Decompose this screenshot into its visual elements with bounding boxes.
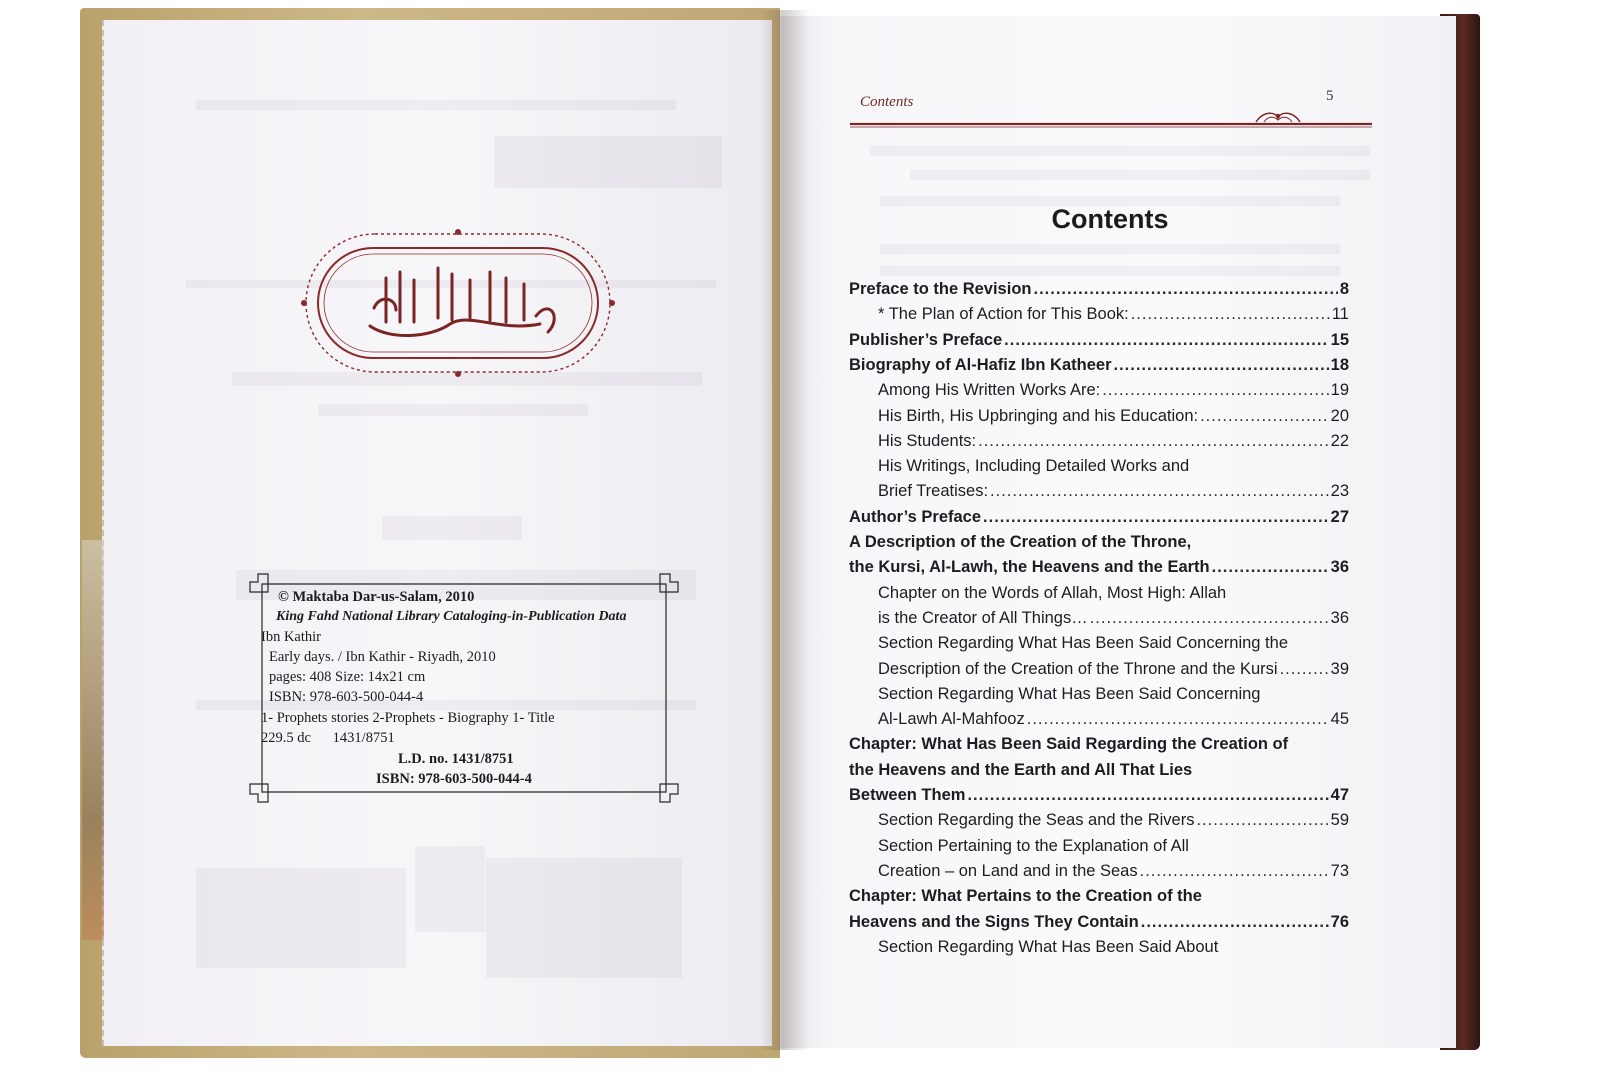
toc-entry-title: His Students: — [878, 431, 977, 450]
imprint-isbn-bold: ISBN: 978-603-500-044-4 — [376, 771, 532, 787]
toc-leader-dots — [1033, 280, 1337, 299]
toc-entry — [849, 786, 1349, 810]
toc-entry — [849, 735, 1349, 759]
toc-leader-dots — [1004, 331, 1328, 350]
toc-page-number: 36 — [1330, 608, 1349, 627]
toc-entry — [849, 887, 1349, 911]
toc-page-number: 76 — [1330, 912, 1349, 931]
toc-entry-title: Description of the Creation of the Throne and the Kursi — [878, 659, 1278, 678]
imprint-copyright: © Maktaba Dar-us-Salam, 2010 — [278, 589, 475, 605]
toc-entry — [849, 609, 1349, 633]
bleed-through-line — [880, 244, 1340, 254]
toc-entry-title: Chapter: What Pertains to the Creation of the — [849, 887, 1202, 906]
bleed-through-line — [196, 100, 676, 110]
toc-entry — [849, 407, 1349, 431]
toc-page-number: 8 — [1339, 280, 1349, 298]
toc-page-number: 11 — [1331, 305, 1349, 324]
toc-page-number: 36 — [1330, 558, 1349, 577]
imprint-box — [248, 572, 680, 804]
toc-entry-title: Section Regarding the Seas and the Rivers — [878, 811, 1195, 830]
toc-leader-dots — [1196, 811, 1328, 830]
toc-page-number: 39 — [1330, 659, 1349, 678]
toc-page-number: 18 — [1330, 355, 1349, 374]
toc-entry — [849, 837, 1349, 861]
bleed-through-block — [196, 868, 406, 968]
bleed-through-line — [382, 516, 522, 540]
toc-entry — [849, 331, 1349, 355]
imprint-ld-number: L.D. no. 1431/8751 — [398, 751, 514, 767]
toc-entry — [849, 432, 1349, 456]
toc-entry — [849, 685, 1349, 709]
imprint-frame — [248, 572, 680, 804]
toc-leader-dots — [1102, 381, 1328, 400]
toc-entry-title: the Heavens and the Earth and All That Lies — [849, 760, 1193, 779]
toc-entry — [849, 862, 1349, 886]
toc-leader-dots — [1200, 407, 1329, 426]
toc-leader-dots — [1090, 609, 1329, 628]
toc-leader-dots — [1140, 862, 1329, 881]
toc-entry-title: Publisher’s Preface — [849, 330, 1003, 349]
toc-entry-title: Chapter on the Words of Allah, Most High: Allah — [878, 583, 1227, 602]
toc-entry — [849, 533, 1349, 557]
toc-entry — [849, 811, 1349, 835]
toc-leader-dots — [983, 508, 1329, 527]
toc-entry-title: Preface to the Revision — [849, 280, 1032, 298]
toc-entry — [849, 761, 1349, 785]
toc-page-number: 23 — [1330, 482, 1349, 501]
bleed-through-line — [318, 404, 588, 416]
toc-entry — [849, 938, 1349, 962]
page-number: 5 — [1326, 88, 1334, 104]
toc-leader-dots — [1212, 558, 1329, 577]
imprint-author: Ibn Kathir — [261, 629, 321, 645]
imprint-class-line: 229.5 dc 1431/8751 — [261, 730, 395, 746]
toc-leader-dots — [978, 432, 1329, 451]
toc-entry-title: Section Regarding What Has Been Said About — [878, 937, 1219, 956]
toc-entry-title: Brief Treatises: — [878, 482, 989, 501]
toc-entry-title: Section Regarding What Has Been Said Concerning — [878, 684, 1261, 703]
toc-entry — [849, 634, 1349, 658]
toc-entry-title: Creation – on Land and in the Seas — [878, 861, 1138, 880]
toc-entry — [849, 280, 1349, 304]
toc-entry-title: Author’s Preface — [849, 507, 982, 526]
imprint-catalog-title: King Fahd National Library Cataloging-in-Publication Data — [276, 609, 627, 624]
toc-entry-title: Section Pertaining to the Explanation of All — [878, 836, 1189, 855]
bleed-through-line — [880, 266, 1340, 276]
bleed-through-logo — [415, 846, 485, 932]
toc-leader-dots — [990, 482, 1329, 501]
toc-entry-title: Section Regarding What Has Been Said Concerning the — [878, 634, 1288, 653]
toc-leader-dots — [967, 786, 1328, 805]
toc-page-number: 22 — [1330, 431, 1349, 450]
toc-entry-title: His Writings, Including Detailed Works and — [878, 457, 1190, 476]
toc-entry — [849, 558, 1349, 582]
toc-entry — [849, 710, 1349, 734]
toc-entry — [849, 482, 1349, 506]
toc-entry — [849, 584, 1349, 608]
toc-entry-title: Among His Written Works Are: — [878, 381, 1101, 400]
toc-leader-dots — [1280, 660, 1329, 679]
toc-entry — [849, 305, 1349, 329]
toc-page-number: 45 — [1330, 710, 1349, 729]
toc-leader-dots — [1131, 305, 1330, 324]
toc-page-number: 73 — [1330, 861, 1349, 880]
toc-entry — [849, 381, 1349, 405]
bleed-through-line — [910, 170, 1370, 180]
toc-leader-dots — [1027, 710, 1329, 729]
toc-page-number: 15 — [1330, 330, 1349, 349]
toc-entry-title: Biography of Al-Hafiz Ibn Katheer — [849, 355, 1112, 374]
toc-page-number: 47 — [1330, 786, 1349, 804]
running-head: Contents — [860, 94, 914, 110]
toc-entry-title: Between Them — [849, 786, 966, 804]
bleed-through-block — [494, 136, 722, 188]
toc-entry-title: is the Creator of All Things… — [878, 608, 1088, 627]
imprint-subjects-line: 1- Prophets stories 2-Prophets - Biography 1- Title — [261, 710, 555, 726]
imprint-pages-line: pages: 408 Size: 14x21 cm — [269, 669, 426, 685]
toc-entry — [849, 508, 1349, 532]
spine-shadow — [760, 10, 810, 1050]
bleed-through-line — [870, 146, 1370, 156]
toc-entry-title: Al-Lawh Al-Mahfooz — [878, 710, 1025, 729]
toc-entry — [849, 913, 1349, 937]
header-rule-ornament — [848, 104, 1374, 130]
toc-page-number: 20 — [1330, 406, 1349, 425]
toc-entry-title: Heavens and the Signs They Contain — [849, 912, 1139, 931]
toc-leader-dots — [1114, 356, 1329, 375]
toc-entry — [849, 356, 1349, 380]
page-edge-strip — [82, 540, 104, 940]
toc-entry-title: * The Plan of Action for This Book: — [878, 305, 1129, 324]
toc-page-number: 27 — [1330, 507, 1349, 526]
toc-page-number: 59 — [1330, 811, 1349, 830]
toc-entry — [849, 457, 1349, 481]
toc-entry-title: A Description of the Creation of the Throne, — [849, 533, 1192, 551]
ornament-frame — [300, 228, 616, 378]
toc-page-number: 19 — [1330, 381, 1349, 400]
toc-entry — [849, 660, 1349, 684]
bismillah-ornament — [300, 228, 616, 378]
imprint-title-line: Early days. / Ibn Kathir - Riyadh, 2010 — [269, 649, 496, 665]
contents-heading: Contents — [1051, 204, 1169, 234]
toc-leader-dots — [1141, 913, 1329, 932]
imprint-isbn-line: ISBN: 978-603-500-044-4 — [269, 689, 424, 705]
toc-entry-title: Chapter: What Has Been Said Regarding the Creation of — [849, 735, 1289, 754]
toc-entry-title: His Birth, His Upbringing and his Education: — [878, 406, 1199, 425]
bleed-through-block — [486, 858, 682, 978]
toc-entry-title: the Kursi, Al-Lawh, the Heavens and the Earth — [849, 558, 1210, 577]
